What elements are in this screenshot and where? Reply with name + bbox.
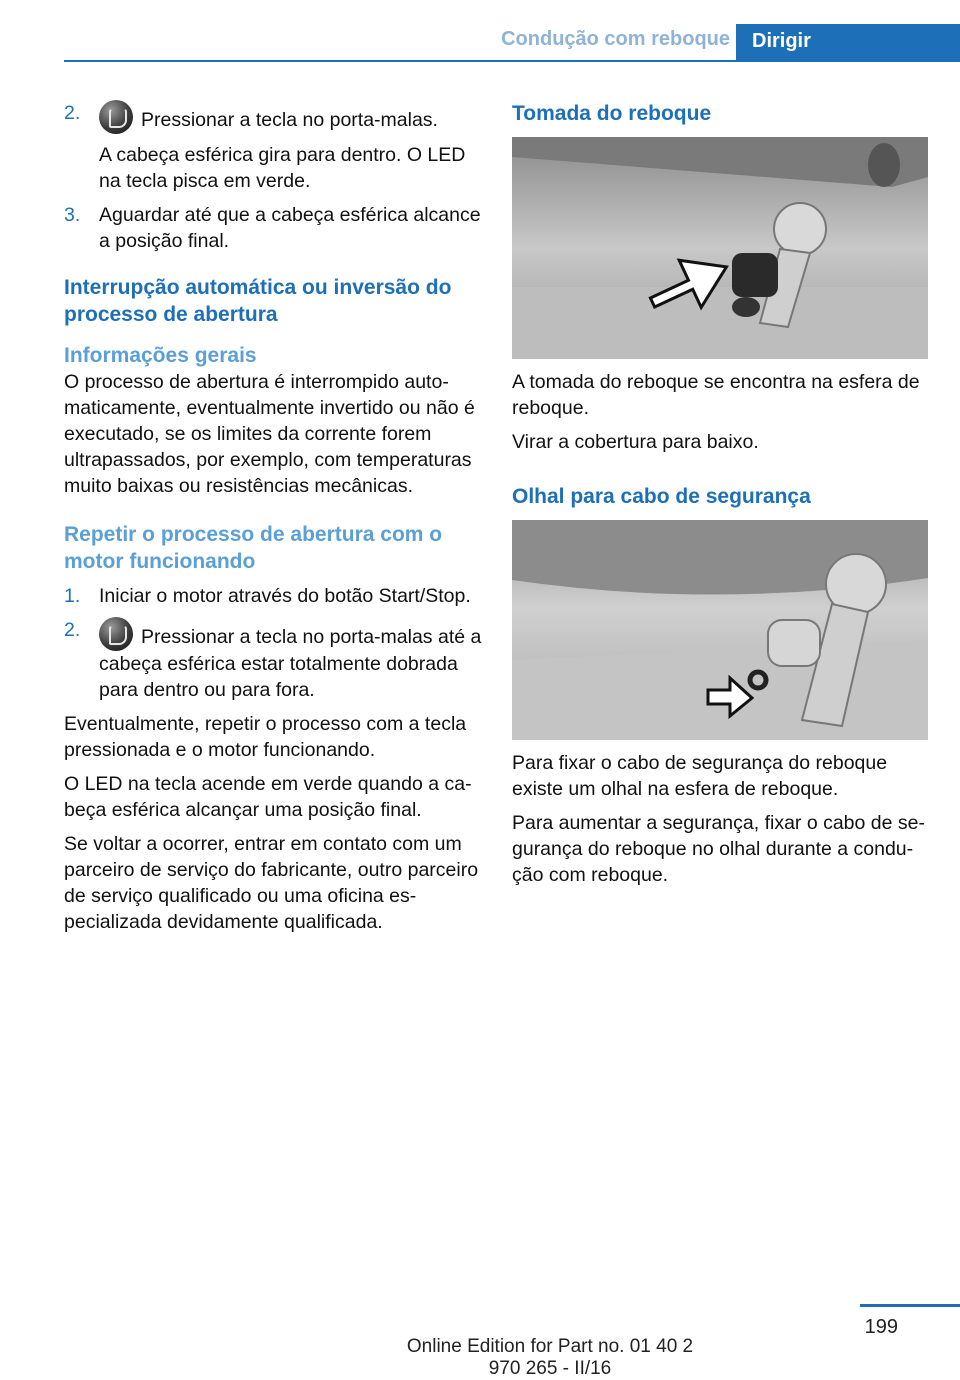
subheading-repeat: Repetir o processo de abertura com o motor funcionando	[64, 523, 443, 573]
paragraph: O LED na tecla acende em verde quando a cabeça esférica alcançar uma posição final.	[64, 773, 472, 821]
list-item	[64, 202, 484, 254]
running-header-section: Condução com reboque	[501, 28, 730, 50]
paragraph: Se voltar a ocorrer, entrar em contato com um parceiro de serviço do fabricante, outro parceiro de serviço qualificado ou uma oficina especializada devidamente qualificada.	[64, 833, 479, 933]
step-number: 1.	[64, 585, 81, 607]
list-item	[64, 617, 484, 703]
paragraph: Para aumentar a segurança, fixar o cabo de segurança do reboque no olhal durante a condução com reboque.	[512, 812, 925, 886]
towbar-key-icon	[99, 617, 133, 651]
step-text	[99, 617, 484, 703]
step-text: Aguardar até que a cabeça esférica alcance a posição final.	[99, 204, 481, 252]
step-number: 2.	[64, 102, 81, 124]
step-text: Iniciar o motor através do botão Start/Stop.	[99, 585, 471, 607]
subheading-general: Informações gerais	[64, 344, 257, 367]
socket-body	[732, 253, 778, 297]
paragraph: A tomada do reboque se encontra na esfera de reboque.	[512, 371, 920, 419]
safety-cable-eye-illustration	[512, 520, 928, 740]
tow-ball	[774, 203, 826, 255]
socket-cover	[732, 297, 760, 317]
page-number: 199	[864, 1316, 898, 1338]
step-number: 2.	[64, 619, 81, 641]
step-label: Pressionar a tecla no porta-malas.	[141, 109, 438, 131]
exhaust-pipe	[868, 143, 900, 187]
edition-note: Online Edition for Part no. 01 40 2 970 265 - II/16	[406, 1336, 694, 1379]
paragraph: Para fixar o cabo de segurança do reboque existe um olhal na esfera de reboque.	[512, 752, 888, 800]
section-heading-interrupt: Interrupção automática ou inversão do processo de abertura	[64, 276, 452, 326]
paragraph: Eventualmente, repetir o processo com a tecla pressionada e o motor funcionando.	[64, 713, 467, 761]
step-number: 3.	[64, 204, 81, 226]
paragraph: Virar a cobertura para baixo.	[512, 431, 759, 453]
step-label: Pressionar a tecla no porta-malas até a cabeça esférica estar totalmente dobrada para dentro ou para fora.	[99, 626, 482, 701]
step-text	[99, 100, 484, 134]
list-item	[64, 100, 484, 194]
list-item	[64, 583, 484, 609]
section-heading-eye: Olhal para cabo de segurança	[512, 485, 811, 508]
towbar-key-icon	[99, 100, 133, 134]
section-heading-socket: Tomada do reboque	[512, 102, 712, 125]
step-result: A cabeça esférica gira para dentro. O LED na tecla pisca em verde.	[99, 144, 466, 192]
general-text: O processo de abertura é interrompido automaticamente, eventualmente invertido ou não é executado, se os limites da corrente forem ultrapassados, por exemplo, com temperaturas muito baixas ou resistências mecânicas.	[64, 371, 475, 497]
footer-rule	[860, 1304, 960, 1307]
header-rule	[64, 60, 736, 62]
running-header-chapter: Dirigir	[736, 24, 960, 62]
left-column	[64, 100, 484, 943]
socket-body	[768, 620, 820, 666]
trailer-socket-illustration	[512, 137, 928, 359]
right-column	[512, 100, 932, 896]
